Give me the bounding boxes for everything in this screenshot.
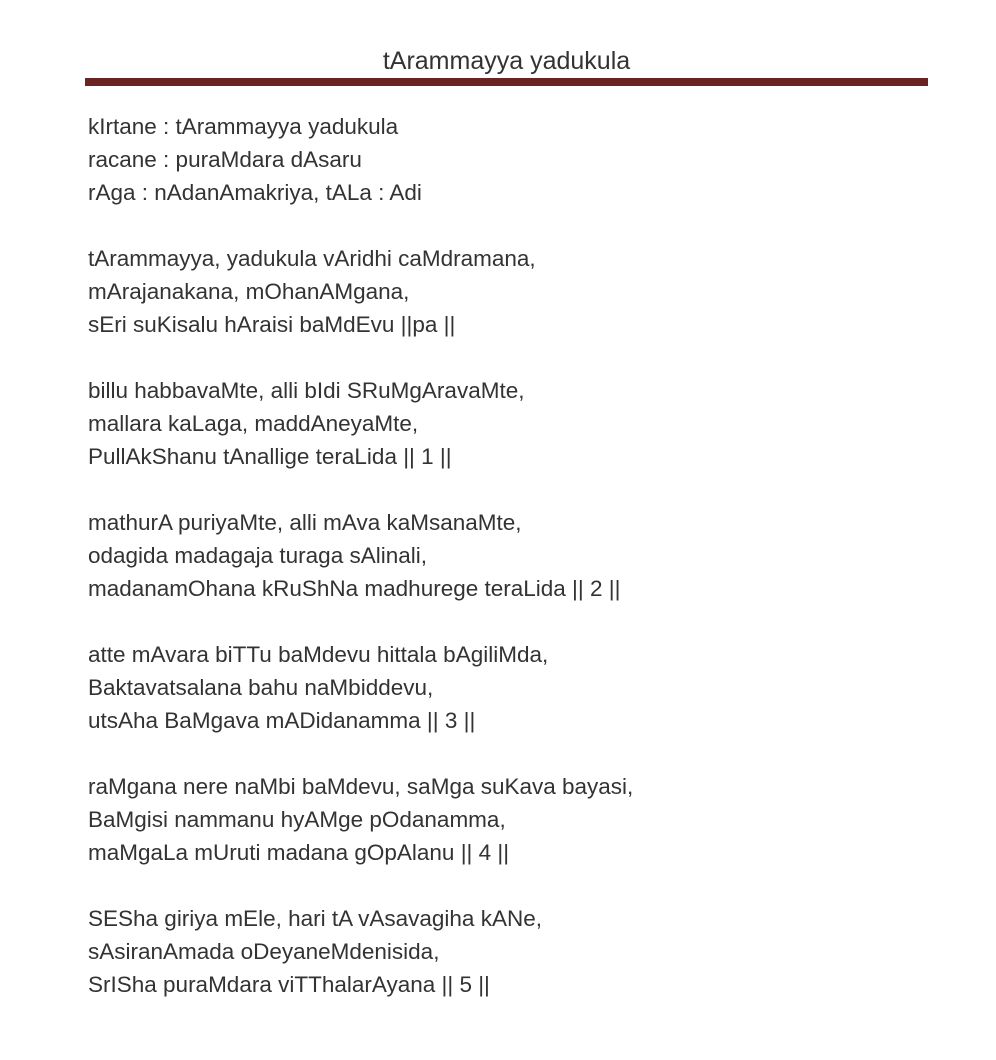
stanza-line: sAsiranAmada oDeyaneMdenisida, [88, 939, 440, 964]
meta-kirtane: kIrtane : tArammayya yadukula [88, 114, 399, 139]
meta-raga-tala: rAga : nAdanAmakriya, tALa : Adi [88, 180, 422, 205]
stanza-line: SESha giriya mEle, hari tA vAsavagiha kANe, [88, 906, 542, 931]
stanza-line: atte mAvara biTTu baMdevu hittala bAgiliMda, [88, 642, 549, 667]
stanza-line: mathurA puriyaMte, alli mAva kaMsanaMte, [88, 510, 522, 535]
song-content [88, 110, 948, 1034]
stanza-line: billu habbavaMte, alli bIdi SRuMgAravaMte, [88, 378, 525, 403]
stanza-line: SrISha puraMdara viTThalarAyana || 5 || [88, 972, 490, 997]
stanza-4 [88, 770, 948, 869]
stanza-line: raMgana nere naMbi baMdevu, saMga suKava bayasi, [88, 774, 634, 799]
meta-racane: racane : puraMdara dAsaru [88, 147, 362, 172]
stanza-2 [88, 506, 948, 605]
stanza-line: PullAkShanu tAnallige teraLida || 1 || [88, 444, 452, 469]
stanza-1 [88, 374, 948, 473]
stanza-line: mallara kaLaga, maddAneyaMte, [88, 411, 419, 436]
title-divider [85, 78, 928, 86]
stanza-line: mArajanakana, mOhanAMgana, [88, 279, 410, 304]
stanza-pallavi [88, 242, 948, 341]
stanza-line: BaMgisi nammanu hyAMge pOdanamma, [88, 807, 506, 832]
stanza-line: maMgaLa mUruti madana gOpAlanu || 4 || [88, 840, 510, 865]
meta-block [88, 110, 948, 209]
stanza-line: odagida madagaja turaga sAlinali, [88, 543, 427, 568]
stanza-5 [88, 902, 948, 1001]
stanza-line: sEri suKisalu hAraisi baMdEvu ||pa || [88, 312, 456, 337]
stanza-line: utsAha BaMgava mADidanamma || 3 || [88, 708, 476, 733]
stanza-3 [88, 638, 948, 737]
stanza-line: tArammayya, yadukula vAridhi caMdramana, [88, 246, 536, 271]
stanza-line: madanamOhana kRuShNa madhurege teraLida || 2 || [88, 576, 621, 601]
stanza-line: Baktavatsalana bahu naMbiddevu, [88, 675, 434, 700]
page-title: tArammayya yadukula [382, 47, 631, 75]
